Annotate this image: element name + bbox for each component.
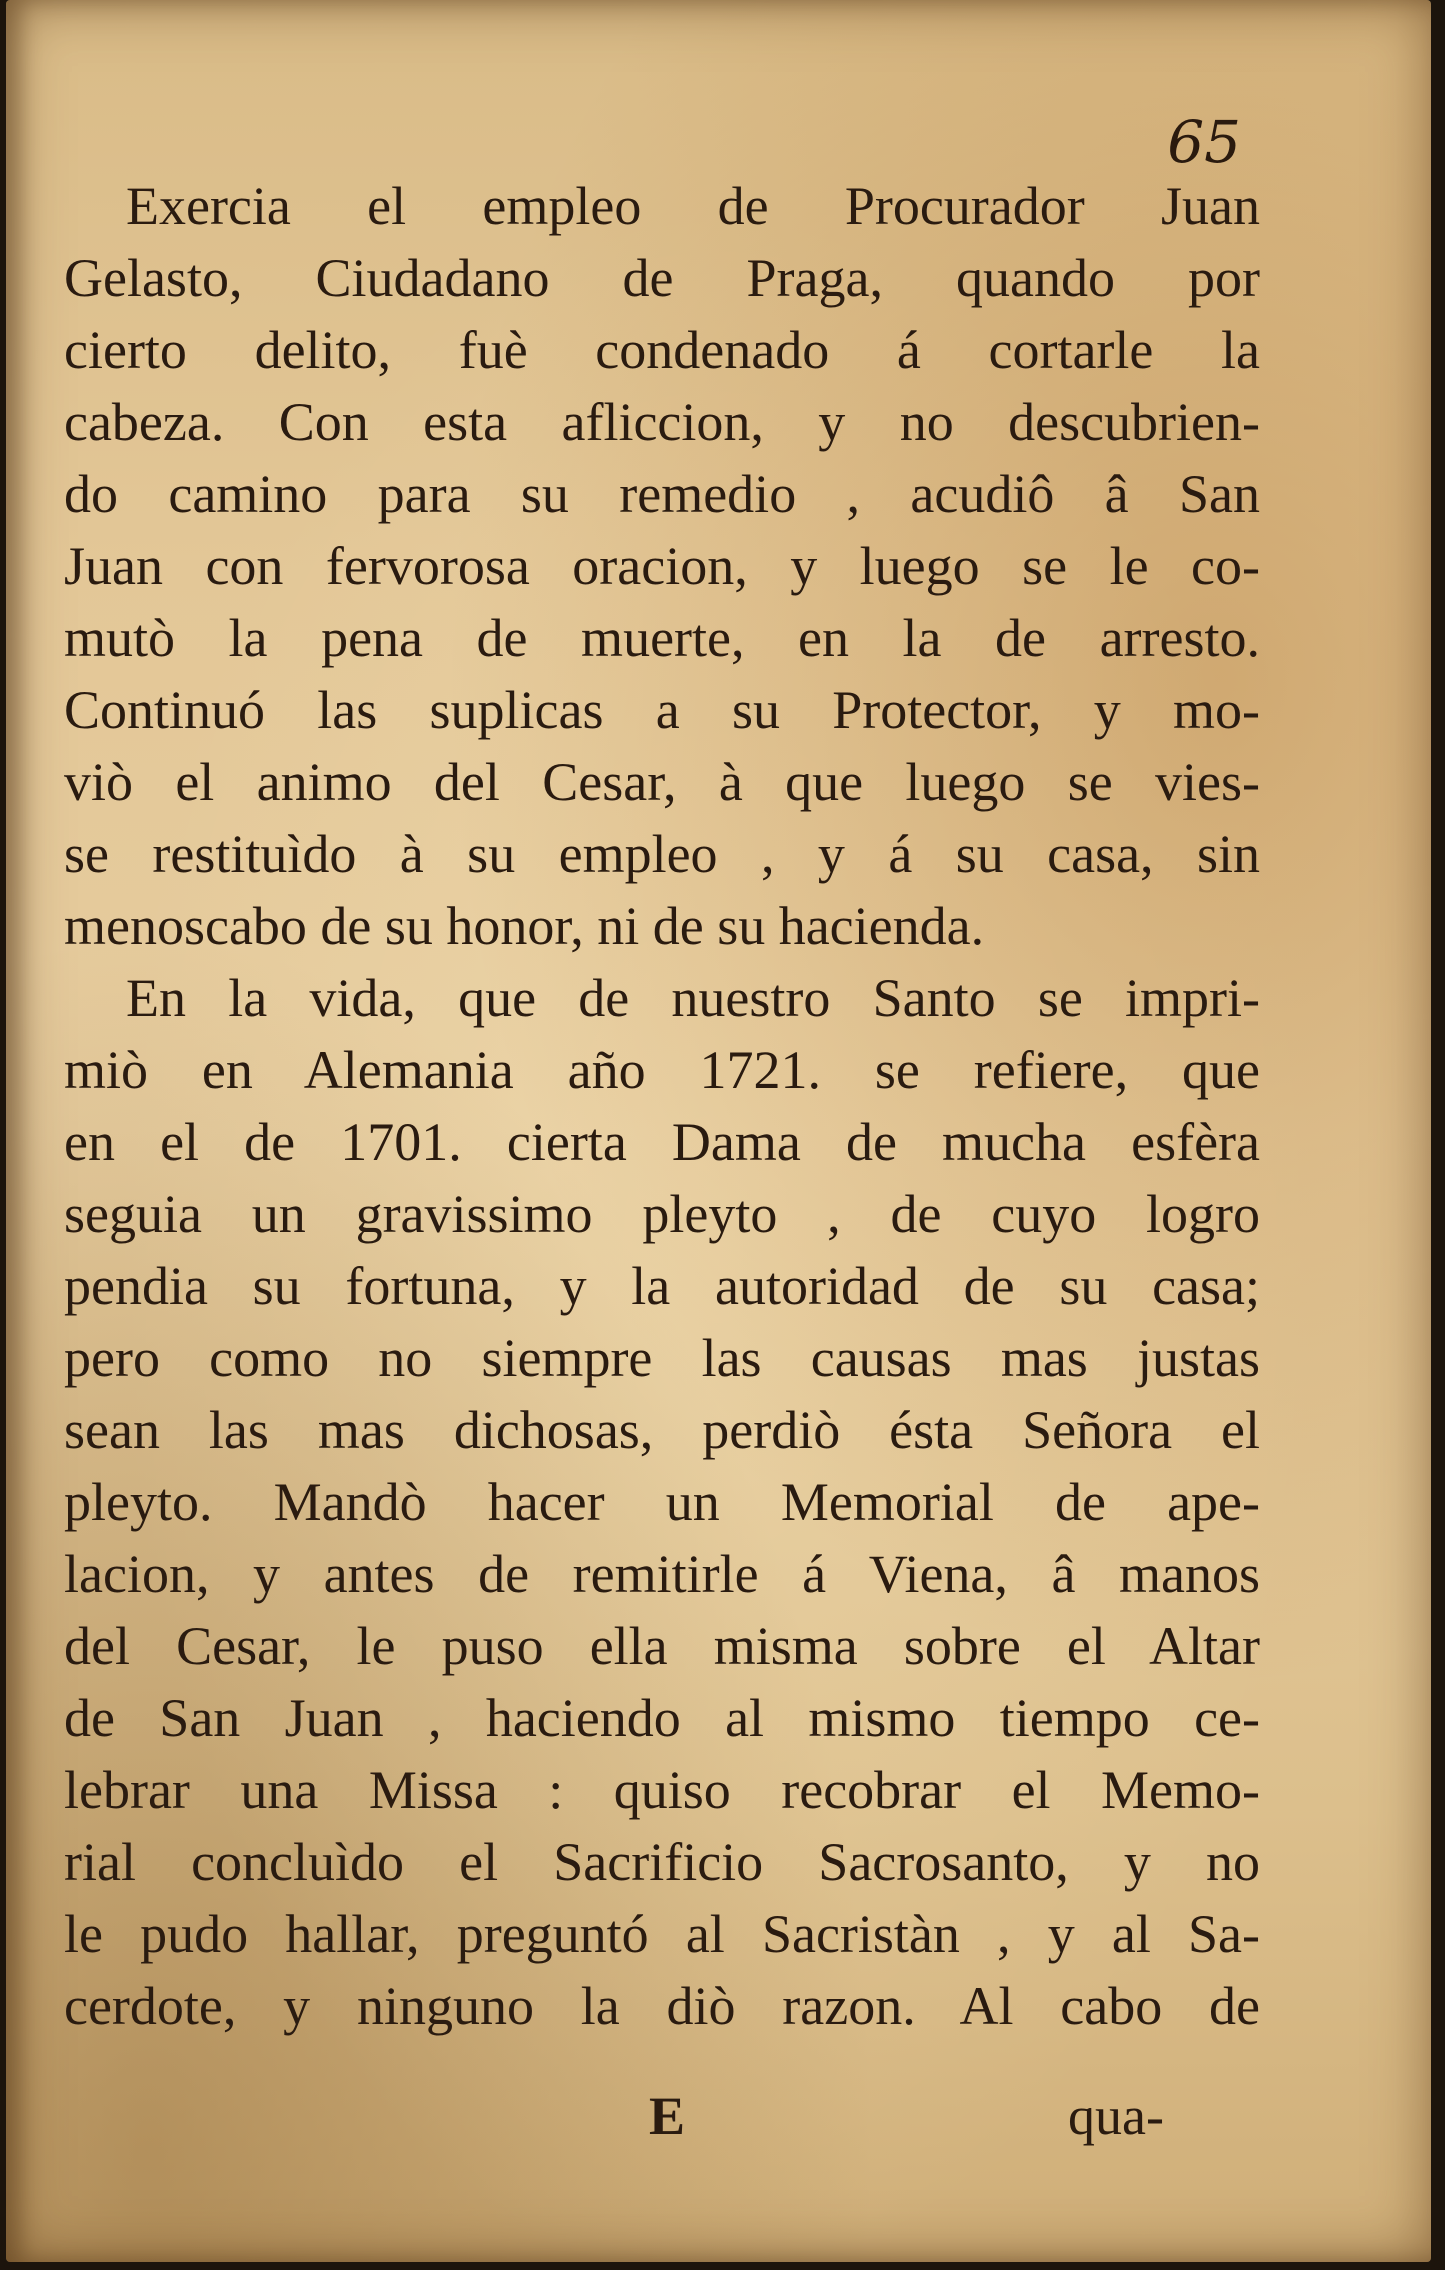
text-line: cabeza. Con esta afliccion, y no descubrien- bbox=[64, 392, 1260, 452]
text-line: lebrar una Missa : quiso recobrar el Memo- bbox=[64, 1760, 1260, 1820]
text-line: miò en Alemania año 1721. se refiere, que bbox=[64, 1040, 1260, 1100]
text-line: le pudo hallar, preguntó al Sacristàn , y al Sa- bbox=[64, 1904, 1260, 1964]
text-line: mutò la pena de muerte, en la de arresto. bbox=[64, 608, 1260, 668]
text-line: en el de 1701. cierta Dama de mucha esfèra bbox=[64, 1112, 1260, 1172]
text-line: de San Juan , haciendo al mismo tiempo ce- bbox=[64, 1688, 1260, 1748]
text-line: pendia su fortuna, y la autoridad de su casa; bbox=[64, 1256, 1260, 1316]
text-line: do camino para su remedio , acudiô â San bbox=[64, 464, 1260, 524]
text-line: pleyto. Mandò hacer un Memorial de ape- bbox=[64, 1472, 1260, 1532]
book-page bbox=[6, 0, 1431, 2262]
text-line: Gelasto, Ciudadano de Praga, quando por bbox=[64, 248, 1260, 308]
text-line: lacion, y antes de remitirle á Viena, â manos bbox=[64, 1544, 1260, 1604]
text-line: Continuó las suplicas a su Protector, y mo- bbox=[64, 680, 1260, 740]
text-line: menoscabo de su honor, ni de su hacienda. bbox=[64, 896, 985, 956]
page-number: 65 bbox=[1167, 108, 1241, 176]
text-line: del Cesar, le puso ella misma sobre el Altar bbox=[64, 1616, 1260, 1676]
text-line: pero como no siempre las causas mas justas bbox=[64, 1328, 1260, 1388]
page-footer bbox=[6, 2085, 1431, 2157]
text-line: seguia un gravissimo pleyto , de cuyo logro bbox=[64, 1184, 1260, 1244]
text-line: En la vida, que de nuestro Santo se impri- bbox=[126, 968, 1260, 1028]
text-line: Exercia el empleo de Procurador Juan bbox=[126, 176, 1260, 236]
text-line: viò el animo del Cesar, à que luego se vies- bbox=[64, 752, 1260, 812]
body-text bbox=[64, 170, 1260, 2042]
text-line: sean las mas dichosas, perdiò ésta Señora el bbox=[64, 1400, 1260, 1460]
catchword: qua- bbox=[1068, 2086, 1164, 2146]
text-line: se restituìdo à su empleo , y á su casa, sin bbox=[64, 824, 1260, 884]
text-line: rial concluìdo el Sacrificio Sacrosanto, y no bbox=[64, 1832, 1260, 1892]
text-line: cerdote, y ninguno la diò razon. Al cabo de bbox=[64, 1976, 1260, 2036]
text-line: cierto delito, fuè condenado á cortarle la bbox=[64, 320, 1260, 380]
signature-mark: E bbox=[649, 2086, 686, 2146]
text-line: Juan con fervorosa oracion, y luego se le co- bbox=[64, 536, 1260, 596]
